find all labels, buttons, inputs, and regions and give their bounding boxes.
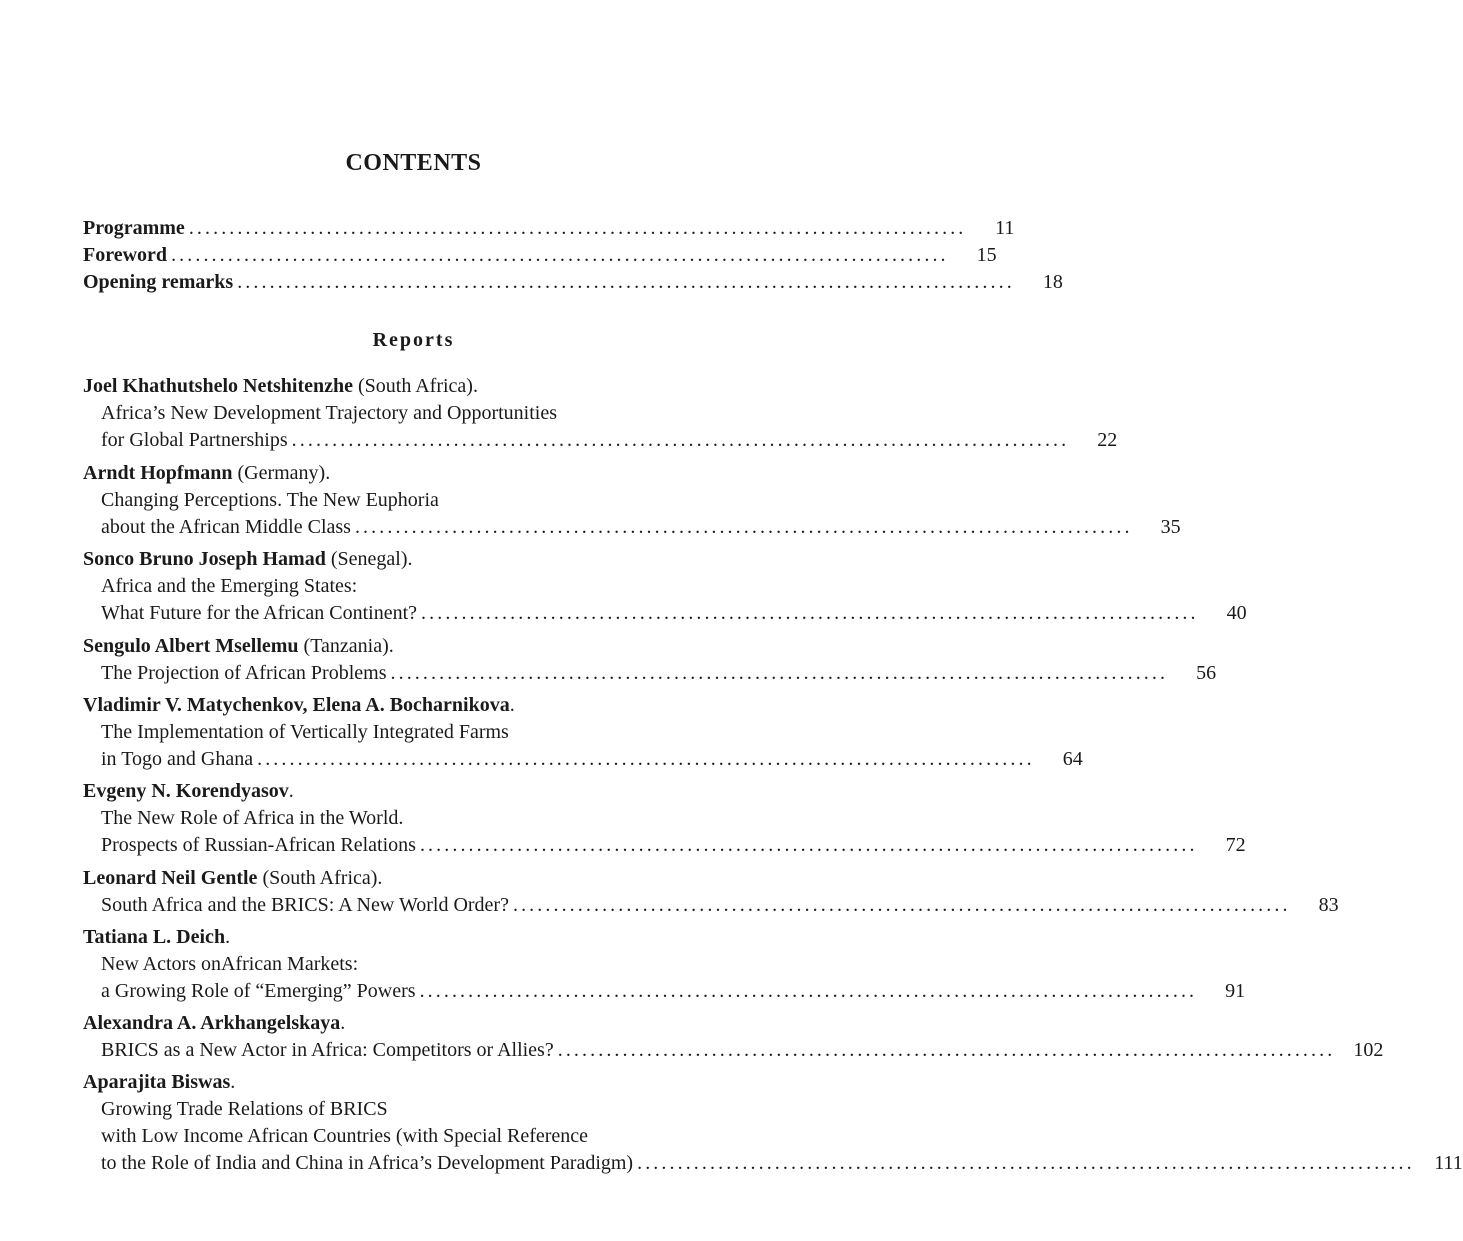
leader-dots: ................................................................................................	[257, 747, 1035, 770]
report-author-line	[83, 1010, 733, 1037]
report-author-suffix: .	[288, 780, 294, 802]
report-author-suffix: .	[340, 1012, 346, 1034]
leader-dots: ................................................................................................	[390, 661, 1169, 684]
report-author: Sonco Bruno Joseph Hamad	[83, 548, 326, 570]
report-entry[interactable]	[83, 373, 1118, 454]
report-author: Aparajita Biswas	[83, 1071, 231, 1093]
report-title-line: The New Role of Africa in the World.	[101, 807, 404, 829]
report-title-text: a Growing Role of “Emerging” Powers	[101, 979, 416, 1002]
report-author-suffix: (Germany).	[232, 461, 331, 484]
report-page-number: 83	[1318, 893, 1339, 916]
report-author-suffix: .	[230, 1071, 236, 1093]
report-author-suffix: .	[225, 925, 231, 948]
report-title-text: for Global Partnerships	[101, 429, 288, 451]
report-entry[interactable]	[83, 865, 1339, 919]
report-author: Leonard Neil Gentle	[83, 866, 258, 889]
report-entry[interactable]	[83, 778, 1246, 859]
report-author: Sengulo Albert Msellemu	[83, 634, 299, 657]
report-page-number: 102	[1353, 1039, 1384, 1061]
report-title-line: with Low Income African Countries (with Special Reference	[101, 1125, 589, 1147]
report-author-line	[83, 546, 733, 573]
report-title-line: Africa’s New Development Trajectory and Opportunities	[101, 402, 558, 424]
report-title-text: South Africa and the BRICS: A New World Order?	[101, 893, 509, 916]
report-title-last-line	[83, 427, 1118, 454]
report-page-number: 64	[1062, 747, 1083, 770]
toc-item-page: 18	[1042, 271, 1063, 293]
report-title-text: to the Role of India and China in Africa’s Development Paradigm)	[101, 1152, 634, 1174]
report-author-suffix: (South Africa).	[257, 866, 383, 889]
report-page-number: 91	[1225, 979, 1246, 1002]
report-page-number: 40	[1226, 602, 1247, 624]
leader-dots: ................................................................................................	[557, 1039, 1336, 1061]
report-author: Tatiana L. Deich	[83, 925, 226, 948]
report-title-text: What Future for the African Continent?	[101, 602, 418, 624]
section-title: Reports	[372, 329, 455, 351]
leader-dots: ................................................................................................	[291, 429, 1070, 451]
report-author: Joel Khathutshelo Netshitenzhe	[83, 375, 353, 397]
leader-dots: ................................................................................................	[419, 834, 1198, 856]
report-entry[interactable]	[83, 546, 1247, 627]
report-page-number: 111	[1434, 1152, 1463, 1174]
report-author-suffix: (South Africa).	[353, 375, 478, 397]
report-page-number: 22	[1097, 429, 1118, 451]
report-author-suffix: .	[509, 693, 515, 716]
report-author-line	[83, 692, 733, 719]
toc-item-foreword[interactable]	[83, 242, 997, 269]
report-author-line	[83, 865, 733, 892]
report-page-number: 56	[1196, 661, 1217, 684]
report-title-text: in Togo and Ghana	[101, 747, 254, 770]
report-title-last-line	[83, 600, 1247, 627]
leader-dots: ................................................................................................	[354, 515, 1133, 538]
leader-dots: ................................................................................................	[421, 602, 1199, 624]
report-author: Vladimir V. Matychenkov, Elena A. Bocharnikova	[83, 693, 510, 716]
toc-item-page: 15	[976, 244, 997, 266]
report-title-last-line	[83, 978, 1246, 1005]
toc-item-label: Foreword	[83, 244, 168, 266]
report-title-last-line	[83, 1037, 1384, 1064]
report-title-last-line	[83, 1150, 1463, 1177]
report-title-text: The Projection of African Problems	[101, 661, 387, 684]
leader-dots: ................................................................................................	[237, 271, 1015, 293]
report-entry[interactable]	[83, 1069, 1463, 1177]
report-entry[interactable]	[83, 692, 1083, 773]
toc-item-label: Opening remarks	[83, 271, 234, 293]
toc-item-opening-remarks[interactable]	[83, 269, 1063, 296]
report-title-last-line	[83, 746, 1083, 773]
report-title-line: The Implementation of Vertically Integrated Farms	[101, 720, 509, 743]
report-title-last-line	[83, 660, 1217, 687]
report-entry[interactable]	[83, 633, 1217, 687]
report-title-line: Growing Trade Relations of BRICS	[101, 1098, 388, 1120]
report-title-last-line	[83, 514, 1181, 541]
leader-dots: ................................................................................................	[188, 217, 967, 239]
report-entry[interactable]	[83, 924, 1246, 1005]
leader-dots: ................................................................................................	[637, 1152, 1415, 1174]
report-page-number: 35	[1160, 515, 1181, 538]
report-title-last-line	[83, 892, 1339, 919]
report-author-line	[83, 924, 733, 951]
toc-item-page: 11	[995, 217, 1015, 239]
report-title-line: Changing Perceptions. The New Euphoria	[101, 488, 439, 511]
report-author-suffix: (Tanzania).	[298, 634, 394, 657]
report-author-suffix: (Senegal).	[325, 548, 413, 570]
toc-item-label: Programme	[83, 217, 185, 239]
report-author-line	[83, 460, 733, 487]
page-title: CONTENTS	[345, 150, 482, 176]
report-author-line	[83, 373, 733, 400]
report-author-line	[83, 1069, 733, 1096]
toc-item-programme[interactable]	[83, 215, 1015, 242]
report-title-last-line	[83, 832, 1246, 859]
report-title-text: Prospects of Russian-African Relations	[101, 834, 416, 856]
report-title-line: Africa and the Emerging States:	[101, 575, 358, 597]
leader-dots: ................................................................................................	[419, 979, 1198, 1002]
leader-dots: ................................................................................................	[171, 244, 949, 266]
report-title-text: about the African Middle Class	[101, 515, 351, 538]
report-author: Alexandra A. Arkhangelskaya	[83, 1012, 341, 1034]
report-entry[interactable]	[83, 460, 1181, 541]
report-entry[interactable]	[83, 1010, 1384, 1064]
report-page-number: 72	[1225, 834, 1246, 856]
report-author: Evgeny N. Korendyasov	[83, 780, 289, 802]
report-author-line	[83, 778, 733, 805]
report-title-text: BRICS as a New Actor in Africa: Competitors or Allies?	[101, 1039, 554, 1061]
report-author-line	[83, 633, 733, 660]
report-title-line: New Actors onAfrican Markets:	[101, 952, 359, 975]
leader-dots: ................................................................................................	[512, 893, 1291, 916]
report-author: Arndt Hopfmann	[83, 461, 233, 484]
